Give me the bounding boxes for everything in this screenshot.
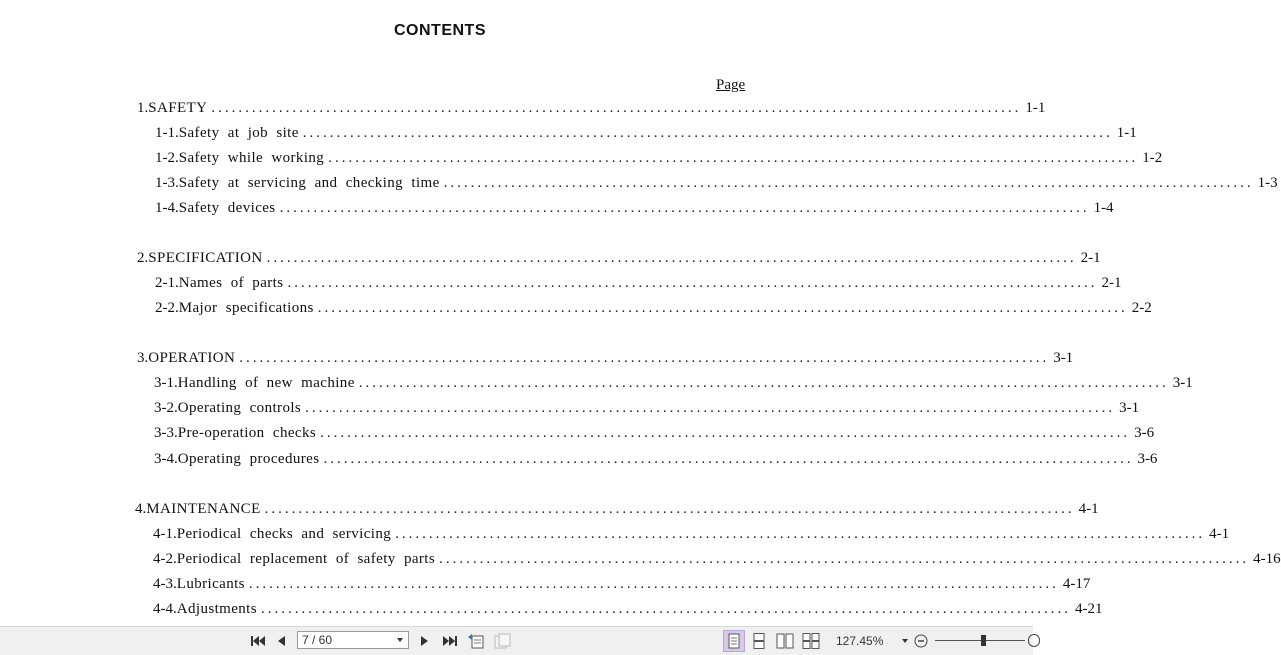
entry-label: Names of parts <box>178 275 284 291</box>
toc-entry[interactable] <box>154 451 1158 473</box>
next-view-icon <box>493 633 511 649</box>
toc-entry[interactable] <box>155 150 1163 172</box>
toc-entry[interactable] <box>153 551 1281 573</box>
zoom-dropdown-button[interactable] <box>899 631 911 651</box>
entry-label: Pre-operation checks <box>177 425 317 441</box>
last-page-icon <box>442 634 458 648</box>
previous-view-button[interactable] <box>466 631 486 651</box>
page-indicator: 7 / 60 <box>302 633 333 647</box>
continuous-view-button[interactable] <box>749 631 769 651</box>
dot-leader: ........................................................................................................................ <box>395 526 1206 542</box>
zoom-in-button[interactable] <box>1028 634 1040 647</box>
dot-leader: ........................................................................................................................ <box>279 200 1090 216</box>
toc-section[interactable] <box>137 250 1101 272</box>
two-page-icon <box>776 633 794 649</box>
entry-page: 3-1 <box>1172 375 1193 391</box>
entry-page: 4-21 <box>1075 601 1103 617</box>
section-number: 1. <box>137 100 149 116</box>
next-view-button[interactable] <box>492 631 512 651</box>
entry-number: 1-1. <box>155 125 179 141</box>
entry-page: 4-16 <box>1253 551 1281 567</box>
entry-number: 4-3. <box>153 576 177 592</box>
toc-entry[interactable] <box>153 601 1103 623</box>
next-page-button[interactable] <box>416 631 434 651</box>
toc-entry[interactable] <box>153 576 1091 598</box>
dot-leader: ........................................................................................................................ <box>211 100 1022 116</box>
dot-leader: ........................................................................................................................ <box>305 400 1116 416</box>
entry-label: Operating controls <box>177 400 302 416</box>
dot-leader: ........................................................................................................................ <box>261 601 1071 617</box>
dot-leader: ........................................................................................................................ <box>302 125 1113 141</box>
entry-label: Handling of new machine <box>177 375 355 391</box>
toc-entry[interactable] <box>155 175 1278 197</box>
entry-label: Periodical checks and servicing <box>176 526 392 542</box>
toc-entry[interactable] <box>154 375 1193 397</box>
toc-entry[interactable] <box>153 526 1230 548</box>
toc-entry[interactable] <box>155 200 1114 222</box>
dot-leader: ........................................................................................................................ <box>287 275 1098 291</box>
entry-number: 3-2. <box>154 400 178 416</box>
entry-label: Operating procedures <box>177 451 320 467</box>
section-label: SAFETY <box>148 100 208 116</box>
dot-leader: ........................................................................................................................ <box>320 425 1131 441</box>
entry-label: Periodical replacement of safety parts <box>176 551 436 567</box>
dot-leader: ........................................................................................................................ <box>264 501 1075 517</box>
entry-page: 2-1 <box>1101 275 1122 291</box>
section-label: MAINTENANCE <box>146 501 261 517</box>
section-label: SPECIFICATION <box>148 250 263 266</box>
zoom-slider-handle[interactable] <box>981 635 986 646</box>
toc-section[interactable] <box>137 100 1046 122</box>
entry-number: 3-4. <box>154 451 178 467</box>
entry-number: 4-4. <box>153 601 177 617</box>
dot-leader: ........................................................................................................................ <box>239 350 1050 366</box>
entry-number: 4-1. <box>153 526 177 542</box>
single-page-icon <box>728 633 740 649</box>
next-page-icon <box>419 634 431 648</box>
chevron-down-icon <box>901 638 909 644</box>
section-page: 4-1 <box>1078 501 1099 517</box>
previous-page-icon <box>275 634 287 648</box>
section-page: 1-1 <box>1025 100 1046 116</box>
zoom-slider-track[interactable] <box>935 640 1025 641</box>
section-page: 2-1 <box>1080 250 1101 266</box>
entry-label: Adjustments <box>176 601 257 617</box>
toc-section[interactable] <box>137 350 1074 372</box>
entry-number: 1-4. <box>155 200 179 216</box>
first-page-icon <box>250 634 266 648</box>
entry-label: Safety at job site <box>178 125 299 141</box>
dot-leader: ........................................................................................................................ <box>443 175 1254 191</box>
entry-label: Safety devices <box>178 200 276 216</box>
toc-entry[interactable] <box>155 125 1137 147</box>
toc-entry[interactable] <box>155 300 1152 322</box>
two-page-continuous-view-button[interactable] <box>801 631 821 651</box>
toc-entry[interactable] <box>154 400 1140 422</box>
entry-label: Lubricants <box>176 576 245 592</box>
section-label: OPERATION <box>148 350 236 366</box>
entry-page: 3-6 <box>1137 451 1158 467</box>
toc-entry[interactable] <box>155 275 1122 297</box>
single-page-view-button[interactable] <box>723 630 745 652</box>
page-number-input[interactable] <box>297 631 409 649</box>
section-number: 2. <box>137 250 149 266</box>
entry-number: 3-3. <box>154 425 178 441</box>
dot-leader: ........................................................................................................................ <box>323 451 1134 467</box>
dot-leader: ........................................................................................................................ <box>317 300 1128 316</box>
toc-entry[interactable] <box>154 425 1155 447</box>
entry-label: Major specifications <box>178 300 314 316</box>
dot-leader: ........................................................................................................................ <box>328 150 1139 166</box>
section-number: 4. <box>135 501 147 517</box>
zoom-out-button[interactable] <box>912 631 930 651</box>
continuous-page-icon <box>753 633 765 649</box>
entry-page: 1-4 <box>1093 200 1114 216</box>
zoom-out-icon <box>914 634 928 648</box>
previous-view-icon <box>467 633 485 649</box>
dot-leader: ........................................................................................................................ <box>358 375 1169 391</box>
entry-label: Safety while working <box>178 150 325 166</box>
section-number: 3. <box>137 350 149 366</box>
two-page-continuous-icon <box>802 633 820 649</box>
entry-page: 1-3 <box>1257 175 1278 191</box>
toc-section[interactable] <box>135 501 1099 523</box>
entry-number: 2-2. <box>155 300 179 316</box>
entry-number: 1-3. <box>155 175 179 191</box>
entry-page: 3-6 <box>1134 425 1155 441</box>
entry-number: 3-1. <box>154 375 178 391</box>
zoom-level[interactable]: 127.45% <box>836 634 884 648</box>
entry-page: 1-1 <box>1116 125 1137 141</box>
chevron-down-icon <box>396 637 404 643</box>
page-title: CONTENTS <box>394 22 486 39</box>
first-page-button[interactable] <box>248 631 268 651</box>
entry-label: Safety at servicing and checking time <box>178 175 440 191</box>
entry-page: 1-2 <box>1142 150 1163 166</box>
entry-number: 1-2. <box>155 150 179 166</box>
entry-number: 4-2. <box>153 551 177 567</box>
page-column-header: Page <box>716 77 746 93</box>
two-page-view-button[interactable] <box>775 631 795 651</box>
entry-page: 2-2 <box>1131 300 1152 316</box>
last-page-button[interactable] <box>440 631 460 651</box>
entry-page: 4-1 <box>1209 526 1230 542</box>
dot-leader: ........................................................................................................................ <box>266 250 1077 266</box>
dot-leader: ........................................................................................................................ <box>248 576 1059 592</box>
entry-page: 3-1 <box>1119 400 1140 416</box>
previous-page-button[interactable] <box>272 631 290 651</box>
dot-leader: ........................................................................................................................ <box>439 551 1250 567</box>
entry-number: 2-1. <box>155 275 179 291</box>
viewer-toolbar <box>0 626 1033 655</box>
entry-page: 4-17 <box>1062 576 1091 592</box>
section-page: 3-1 <box>1053 350 1074 366</box>
